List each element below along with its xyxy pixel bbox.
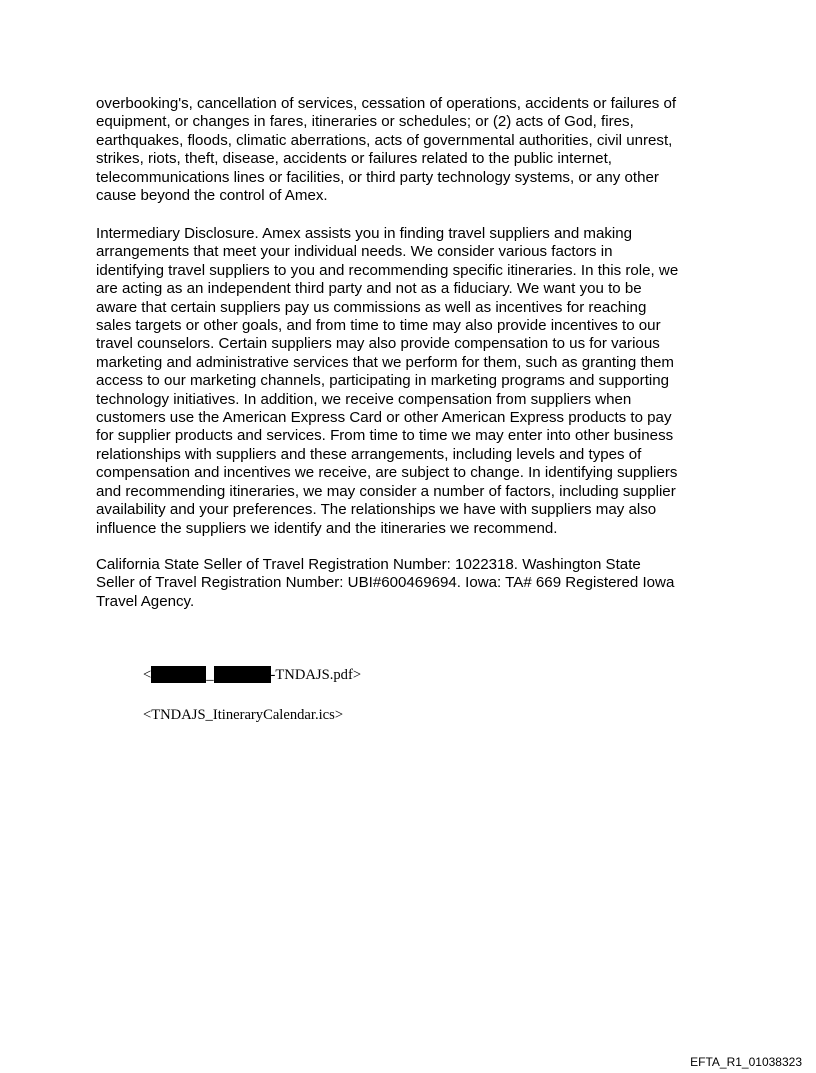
attachment-calendar-link[interactable]: <TNDAJS_ItineraryCalendar.ics> [143,707,344,723]
attachment-pdf-separator: _ [206,667,214,683]
redaction-block [151,666,206,683]
attachment-pdf-prefix: < [143,667,152,683]
redaction-block [214,666,271,683]
attachment-pdf-suffix: -TNDAJS.pdf> [270,667,362,683]
attachment-pdf-link[interactable] [143,666,361,684]
paragraph-intermediary-disclosure: Intermediary Disclosure. Amex assists you in finding travel suppliers and making arrangements that meet your individual needs. We consider various factors in identifying travel suppliers to you and recommending specific itineraries. In this role, we are acting as an independent third party and not as a fiduciary. We want you to be aware that certain suppliers pay us commissions as well as incentives for reaching sales targets or other goals, and from time to time may also provide incentives to our travel counselors. Certain suppliers may also provide compensation to us for various marketing and administrative services that we perform for them, such as granting them access to our marketing channels, participating in marketing programs and supporting technology initiatives. In addition, we receive compensation from suppliers when customers use the American Express Card or other American Express products to pay for supplier products and services. From time to time we may enter into other business relationships with suppliers and these arrangements, including levels and types of compensation and incentives we receive, are subject to change. In identifying suppliers and recommending itineraries, we may consider a number of factors, including supplier availability and your preferences. The relationships we have with suppliers may also influence the suppliers we identify and the itineraries we recommend. [96,225,679,537]
document-id-footer: EFTA_R1_01038323 [690,1055,802,1069]
paragraph-liability-continued: overbooking's, cancellation of services, cessation of operations, accidents or failures of equipment, or changes in fares, itineraries or schedules; or (2) acts of God, fires, earthquakes, floods, climatic aberrations, acts of governmental authorities, civil unrest, strikes, riots, theft, disease, accidents or failures related to the public internet, telecommunications lines or facilities, or third party technology systems, or any other cause beyond the control of Amex. [96,95,677,205]
paragraph-registration-numbers: California State Seller of Travel Registration Number: 1022318. Washington State Seller of Travel Registration Number: UBI#600469694. Iowa: TA# 669 Registered Iowa Travel Agency. [96,556,675,610]
